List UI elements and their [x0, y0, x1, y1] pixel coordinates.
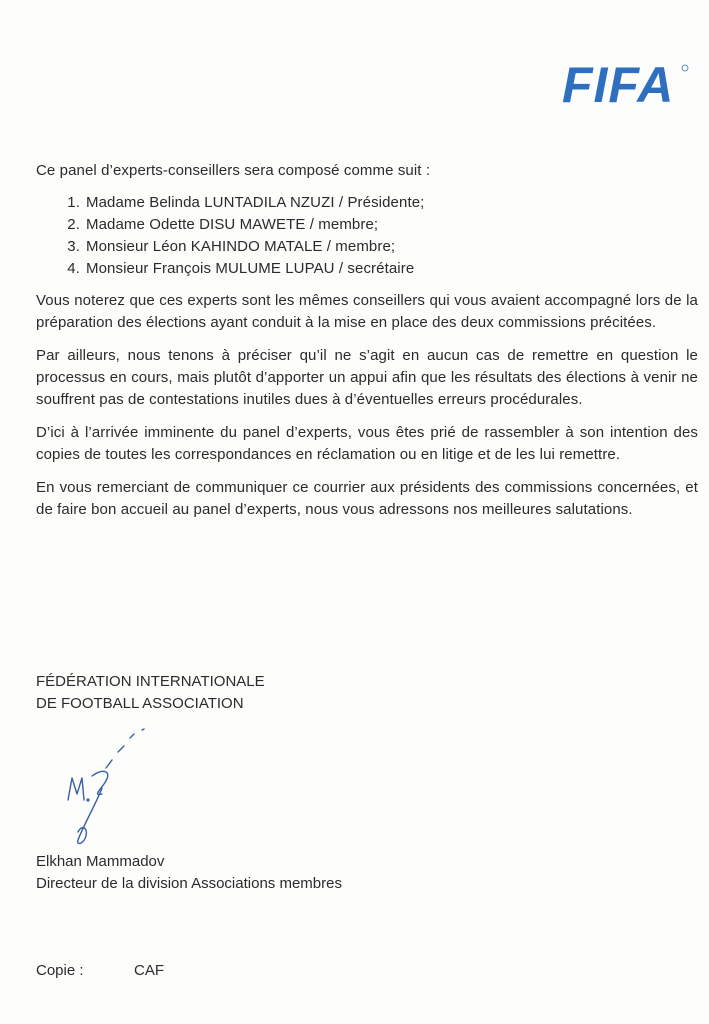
signatory-name: Elkhan Mammadov: [36, 853, 165, 870]
list-item: [36, 258, 698, 280]
organization-name: [36, 671, 265, 715]
member-text: Monsieur Léon KAHINDO MATALE / membre;: [86, 238, 396, 255]
member-text: Madame Belinda LUNTADILA NZUZI / Présidente;: [86, 194, 425, 211]
paragraph-experts: Vous noterez que ces experts sont les mêmes conseillers qui vous avaient accompagné lors de la préparation des élections ayant conduit à la mise en place des deux commissions précitées.: [36, 292, 698, 331]
list-item: [36, 214, 698, 236]
copy-line: [36, 960, 164, 982]
list-item: [36, 192, 698, 214]
signatory-title: Directeur de la division Associations membres: [36, 875, 342, 892]
paragraph-process: Par ailleurs, nous tenons à préciser qu’il ne s’agit en aucun cas de remettre en question le processus en cours, mais plutôt d’apporter un appui afin que les résultats des élections à venir ne souffrent pas de contestations inutiles dues à d’éventuelles erreurs procédurales.: [36, 347, 698, 408]
organization-line: DE FOOTBALL ASSOCIATION: [36, 695, 244, 712]
paragraph-closing: En vous remerciant de communiquer ce courrier aux présidents des commissions concernées, et de faire bon accueil au panel d’experts, nous vous adressons nos meilleures salutations.: [36, 479, 698, 518]
handwritten-signature: [62, 728, 162, 848]
organization-line: FÉDÉRATION INTERNATIONALE: [36, 673, 265, 690]
list-item: [36, 236, 698, 258]
copy-label: Copie :: [36, 962, 84, 979]
signatory-block: [36, 851, 342, 895]
fifa-logo-text: FIFA: [562, 58, 675, 108]
fifa-logo: [560, 58, 690, 108]
letter-body: [36, 160, 698, 532]
paragraph-documents: D’ici à l’arrivée imminente du panel d’experts, vous êtes prié de rassembler à son intention des copies de toutes les correspondances en réclamation ou en litige et de les lui remettre.: [36, 424, 698, 463]
member-text: Monsieur François MULUME LUPAU / secrétaire: [86, 260, 415, 277]
panel-members-list: [36, 192, 698, 280]
list-number: 1.: [67, 194, 80, 211]
list-number: 4.: [67, 260, 80, 277]
intro-text: Ce panel d’experts-conseillers sera composé comme suit :: [36, 162, 431, 179]
copy-value: CAF: [134, 962, 164, 979]
list-number: 3.: [67, 238, 80, 255]
list-number: 2.: [67, 216, 80, 233]
member-text: Madame Odette DISU MAWETE / membre;: [86, 216, 379, 233]
